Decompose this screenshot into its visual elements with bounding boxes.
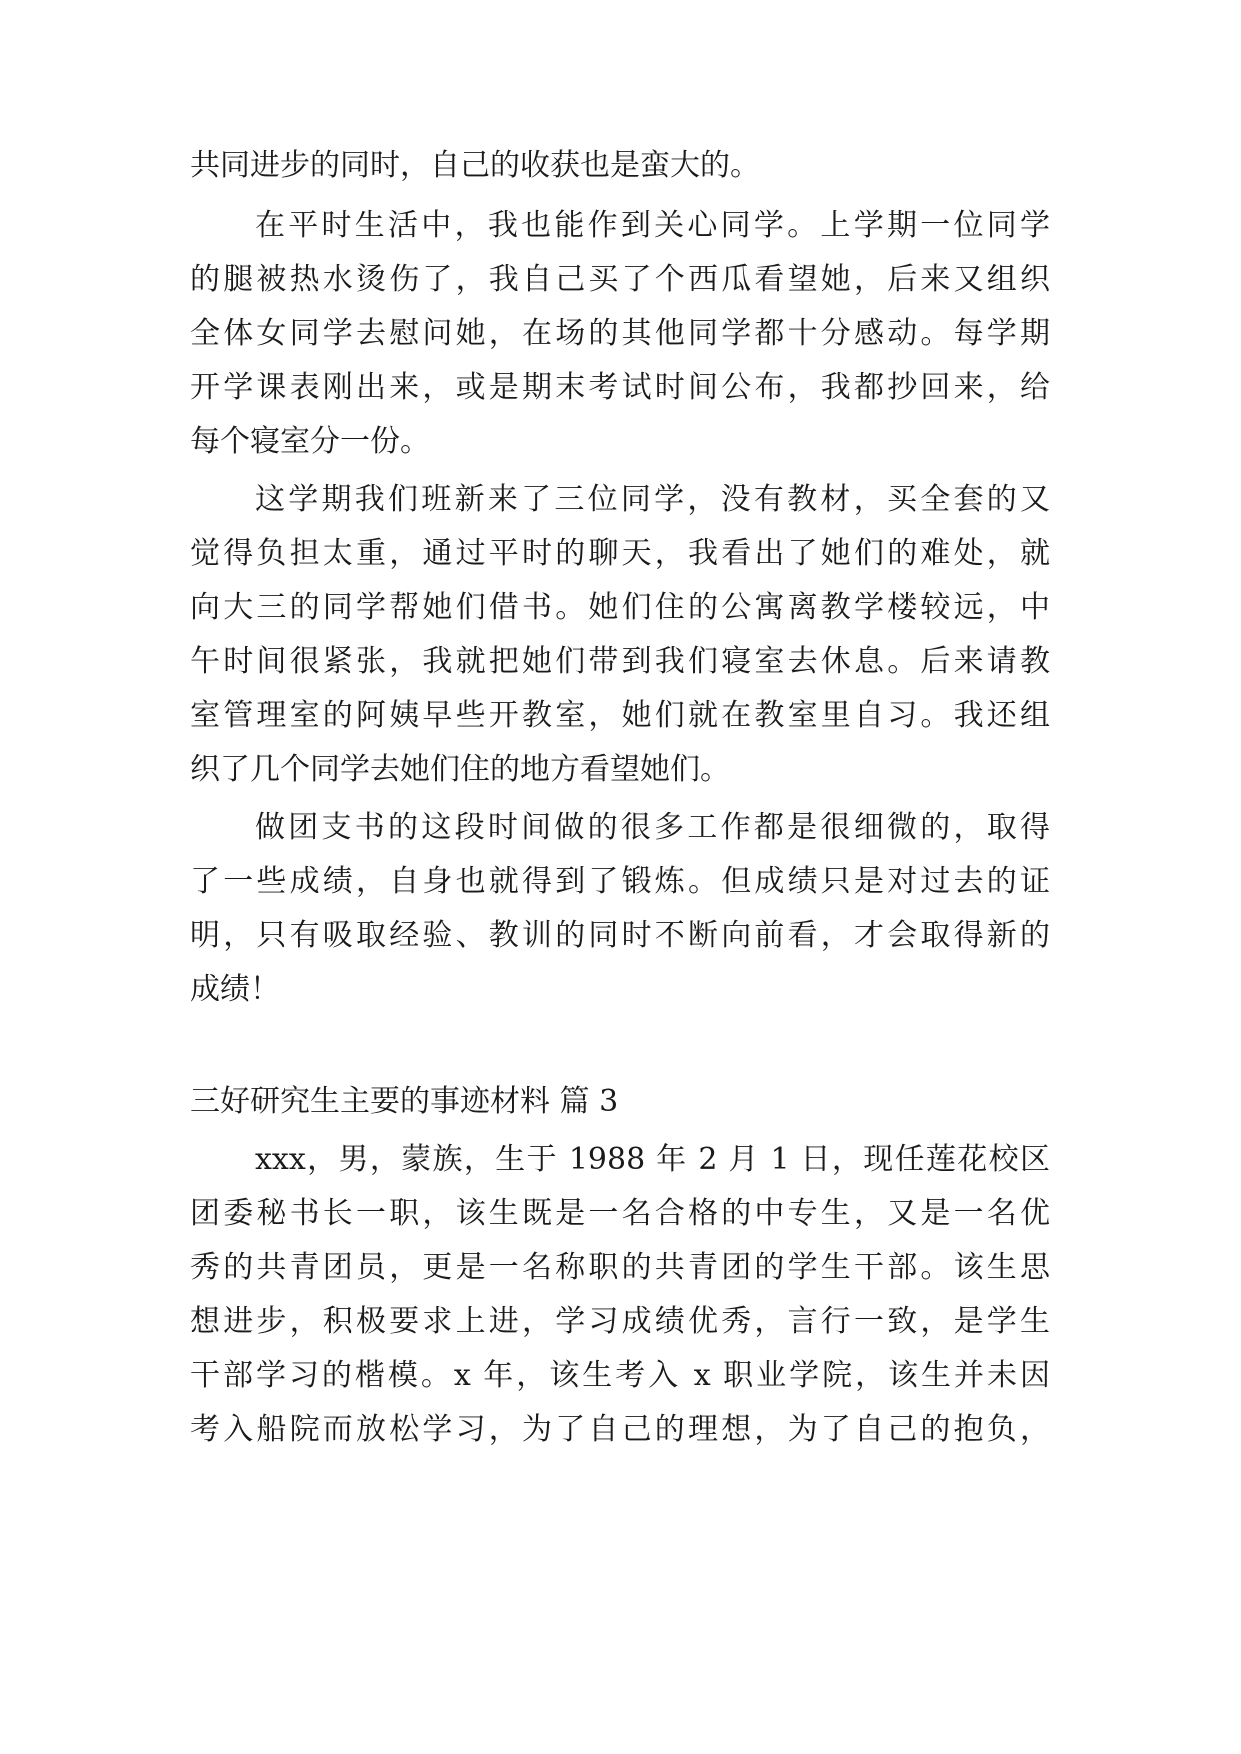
paragraph-line: 的腿被热水烫伤了，我自己买了个西瓜看望她，后来又组织 — [190, 262, 1050, 297]
paragraph-line: 明，只有吸取经验、教训的同时不断向前看，才会取得新的 — [190, 918, 1050, 953]
paragraph-line: 成绩！ — [190, 972, 280, 1007]
paragraph-first-line: xxx，男，蒙族，生于 1988 年 2 月 1 日，现任莲花校区 — [255, 1142, 1050, 1177]
paragraph-line: 考入船院而放松学习，为了自己的理想，为了自己的抱负， — [190, 1412, 1050, 1447]
paragraph-line: 了一些成绩，自身也就得到了锻炼。但成绩只是对过去的证 — [190, 864, 1050, 899]
paragraph-line: 全体女同学去慰问她，在场的其他同学都十分感动。每学期 — [190, 316, 1050, 351]
paragraph-first-line: 这学期我们班新来了三位同学，没有教材，买全套的又 — [255, 482, 1050, 517]
paragraph-line: 开学课表刚出来，或是期末考试时间公布，我都抄回来，给 — [190, 370, 1050, 405]
paragraph-line: 午时间很紧张，我就把她们带到我们寝室去休息。后来请教 — [190, 644, 1050, 679]
paragraph-line: 向大三的同学帮她们借书。她们住的公寓离教学楼较远，中 — [190, 590, 1050, 625]
paragraph-line: 室管理室的阿姨早些开教室，她们就在教室里自习。我还组 — [190, 698, 1050, 733]
section-heading: 三好研究生主要的事迹材料 篇 3 — [190, 1084, 619, 1119]
paragraph-line: 织了几个同学去她们住的地方看望她们。 — [190, 752, 730, 787]
paragraph-line: 秀的共青团员，更是一名称职的共青团的学生干部。该生思 — [190, 1250, 1050, 1285]
paragraph-line: 想进步，积极要求上进，学习成绩优秀，言行一致，是学生 — [190, 1304, 1050, 1339]
paragraph-line: 共同进步的同时，自己的收获也是蛮大的。 — [190, 148, 760, 183]
paragraph-line: 每个寝室分一份。 — [190, 424, 430, 459]
paragraph-line: 团委秘书长一职，该生既是一名合格的中专生，又是一名优 — [190, 1196, 1050, 1231]
paragraph-first-line: 做团支书的这段时间做的很多工作都是很细微的，取得 — [255, 810, 1050, 845]
paragraph-line: 觉得负担太重，通过平时的聊天，我看出了她们的难处，就 — [190, 536, 1050, 571]
paragraph-first-line: 在平时生活中，我也能作到关心同学。上学期一位同学 — [255, 208, 1050, 243]
paragraph-line: 干部学习的楷模。x 年，该生考入 x 职业学院，该生并未因 — [190, 1358, 1050, 1393]
